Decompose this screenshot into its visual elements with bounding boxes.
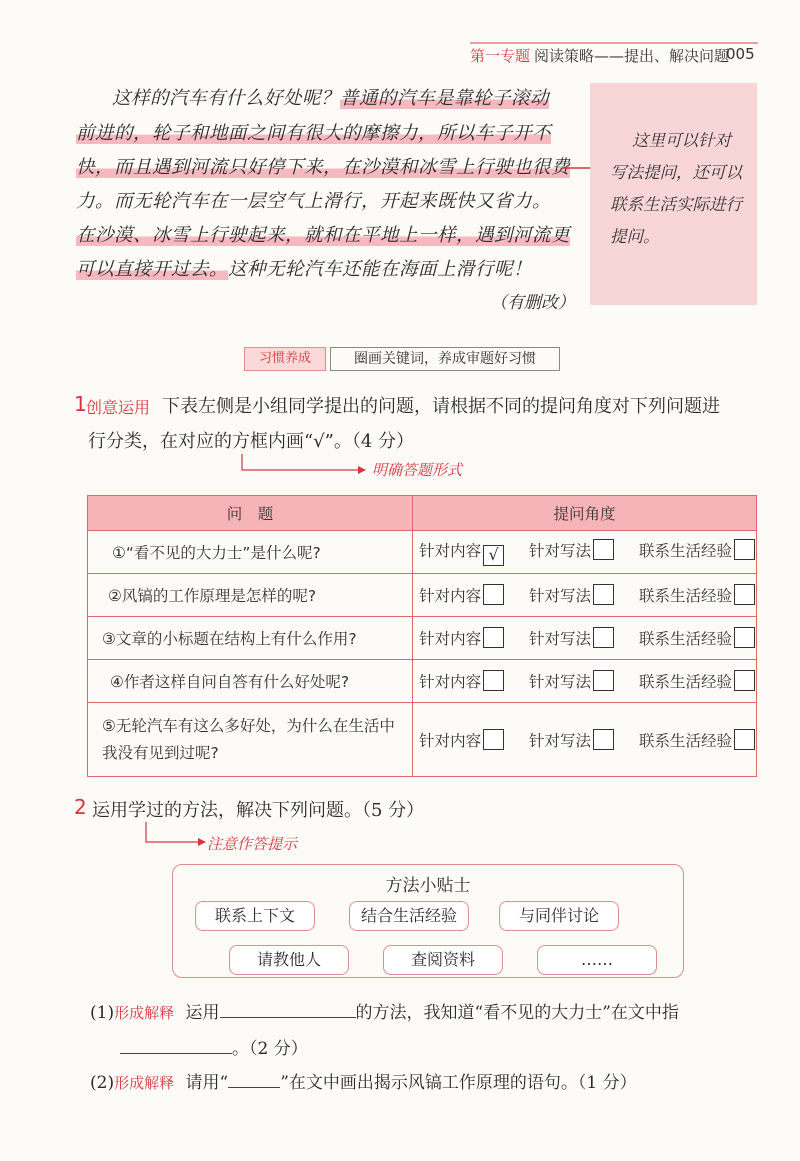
- checkbox[interactable]: [483, 729, 504, 750]
- header-rule: [470, 42, 758, 44]
- question-number: 1: [74, 392, 87, 416]
- habit-text: 圈画关键词，养成审题好习惯: [330, 347, 560, 371]
- option-label: 针对内容: [419, 731, 482, 750]
- passage-line: [76, 221, 570, 247]
- option-life: [639, 584, 755, 606]
- answer-hint: 注意作答提示: [207, 835, 298, 853]
- question-table: [87, 495, 757, 777]
- annotation-line: 写法提问，还可以: [610, 163, 742, 182]
- tip-item: 结合生活经验: [349, 901, 469, 931]
- method-tips-box: [172, 864, 684, 978]
- option-label: 联系生活经验: [638, 587, 732, 605]
- options-cell: [413, 703, 757, 777]
- option-label: 针对内容: [419, 541, 482, 560]
- option-label: 针对内容: [419, 587, 482, 605]
- tip-item: 查阅资料: [383, 945, 503, 975]
- passage-highlight: 快，而且遇到河流只好停下来，在沙漠和冰雪上行驶也很费: [76, 157, 571, 178]
- options-cell: [413, 660, 757, 703]
- option-label: 针对写法: [529, 587, 592, 605]
- checkbox[interactable]: [734, 539, 755, 560]
- option-label: 针对写法: [529, 673, 592, 691]
- checkbox[interactable]: [483, 584, 504, 605]
- option-writing: [529, 729, 614, 751]
- table-row: [88, 660, 757, 703]
- passage-line: [76, 255, 532, 281]
- option-label: 针对内容: [419, 630, 482, 648]
- hint-arrow: [140, 820, 210, 850]
- passage-text: 这种无轮汽车还能在海面上滑行呢！: [228, 259, 533, 280]
- annotation-line: 联系生活实际进行: [610, 195, 742, 214]
- question-cell: ②风镐的工作原理是怎样的呢?: [88, 574, 413, 617]
- option-life: [639, 539, 755, 561]
- checkbox[interactable]: [734, 584, 755, 605]
- side-annotation: [590, 83, 757, 305]
- sub-number: (1): [90, 1003, 115, 1023]
- sub-text: 的方法，我知道“看不见的大力士”在文中指: [355, 1003, 679, 1023]
- answer-blank[interactable]: [228, 1087, 280, 1088]
- annotation-line: 这里可以针对: [632, 131, 731, 150]
- option-content: [419, 539, 504, 566]
- sub-question-1: [90, 998, 679, 1023]
- tip-item: 与同伴讨论: [499, 901, 619, 931]
- answer-blank[interactable]: [120, 1053, 232, 1054]
- sub-question-1-cont: [120, 1034, 308, 1059]
- passage-line: [112, 84, 549, 110]
- sub-number: (2): [90, 1073, 115, 1093]
- option-label: 联系生活经验: [638, 541, 732, 560]
- question-text: 行分类，在对应的方框内画“√”。（4 分）: [88, 431, 415, 452]
- option-life: [639, 729, 755, 751]
- passage-highlight: 可以直接开过去。: [76, 259, 229, 280]
- checkbox[interactable]: [593, 627, 614, 648]
- option-life: [639, 627, 755, 649]
- passage-text: 力。而无轮汽车在一层空气上滑行，开起来既快又省力。: [76, 191, 552, 212]
- option-label: 针对写法: [529, 731, 592, 750]
- sub-text: 。（2 分）: [232, 1039, 308, 1059]
- option-label: 针对写法: [529, 541, 592, 560]
- question-tag: 创意运用: [86, 398, 151, 417]
- table-row: [88, 703, 757, 777]
- option-writing: [529, 627, 614, 649]
- passage-highlight: 普通的汽车是靠轮子滚动: [340, 88, 550, 109]
- checkbox[interactable]: [734, 670, 755, 691]
- checkbox[interactable]: [593, 584, 614, 605]
- sub-text: 请用“: [185, 1073, 229, 1093]
- tip-item: 联系上下文: [195, 901, 315, 931]
- tips-title: 方法小贴士: [385, 876, 471, 896]
- table-row: [88, 617, 757, 660]
- checkbox[interactable]: [734, 729, 755, 750]
- question-cell: ③文章的小标题在结构上有什么作用?: [88, 617, 413, 660]
- table-header-row: [88, 496, 757, 531]
- sub-text: ”在文中画出揭示风镐工作原理的语句。（1 分）: [280, 1073, 637, 1093]
- checkbox[interactable]: [483, 627, 504, 648]
- option-label: 联系生活经验: [638, 630, 732, 648]
- question-cell: ⑤无轮汽车有这么多好处，为什么在生活中我没有见到过呢?: [88, 703, 413, 777]
- question-text: 下表左侧是小组同学提出的问题，请根据不同的提问角度对下列问题进: [162, 396, 720, 417]
- option-label: 联系生活经验: [638, 673, 732, 691]
- sub-text: 运用: [185, 1003, 220, 1023]
- header-title: 阅读策略——提出、解决问题: [534, 47, 730, 65]
- tip-item: ……: [537, 945, 657, 975]
- question-cell: ④作者这样自问自答有什么好处呢?: [88, 660, 413, 703]
- header-topic: 第一专题: [470, 47, 531, 65]
- passage-highlight: 前进的，轮子和地面之间有很大的摩擦力，所以车子开不: [76, 123, 552, 144]
- options-cell: [413, 531, 757, 574]
- checkbox[interactable]: [593, 729, 614, 750]
- passage-line: [76, 119, 551, 145]
- options-cell: [413, 617, 757, 660]
- answer-hint: 明确答题形式: [372, 461, 463, 479]
- option-label: 联系生活经验: [638, 731, 732, 750]
- hint-arrow: [238, 452, 368, 478]
- sub-tag: 形成解释: [114, 1004, 175, 1022]
- passage-line: [76, 187, 551, 213]
- option-content: [419, 670, 504, 692]
- option-content: [419, 729, 504, 751]
- header-question: 问 题: [88, 496, 413, 531]
- passage-highlight: 在沙漠、冰雪上行驶起来，就和在平地上一样，遇到河流更: [76, 225, 571, 246]
- checkbox[interactable]: [483, 670, 504, 691]
- question-text: 运用学过的方法，解决下列问题。（5 分）: [92, 800, 425, 821]
- passage-text: 这样的汽车有什么好处呢？: [112, 88, 341, 109]
- table-row: [88, 531, 757, 574]
- source-note: （有删改）: [490, 293, 575, 313]
- tip-item: 请教他人: [229, 945, 349, 975]
- question-number: 2: [74, 795, 87, 819]
- answer-blank[interactable]: [220, 1017, 356, 1018]
- checkbox[interactable]: [593, 539, 614, 560]
- option-content: [419, 584, 504, 606]
- header-angle: 提问角度: [413, 496, 757, 531]
- checkbox-checked[interactable]: √: [483, 545, 504, 566]
- sub-question-2: [90, 1068, 637, 1093]
- option-writing: [529, 539, 614, 561]
- option-content: [419, 627, 504, 649]
- passage-line: [76, 153, 570, 179]
- checkbox[interactable]: [734, 627, 755, 648]
- annotation-line: 提问。: [610, 227, 660, 246]
- checkbox[interactable]: [593, 670, 614, 691]
- habit-tag: 习惯养成: [244, 347, 326, 371]
- options-cell: [413, 574, 757, 617]
- sub-tag: 形成解释: [114, 1074, 175, 1092]
- option-label: 针对写法: [529, 630, 592, 648]
- table-row: [88, 574, 757, 617]
- option-life: [639, 670, 755, 692]
- page-number: 005: [726, 45, 755, 63]
- option-label: 针对内容: [419, 673, 482, 691]
- option-writing: [529, 670, 614, 692]
- question-cell: ①“看不见的大力士”是什么呢?: [88, 531, 413, 574]
- page-header: [0, 0, 800, 65]
- option-writing: [529, 584, 614, 606]
